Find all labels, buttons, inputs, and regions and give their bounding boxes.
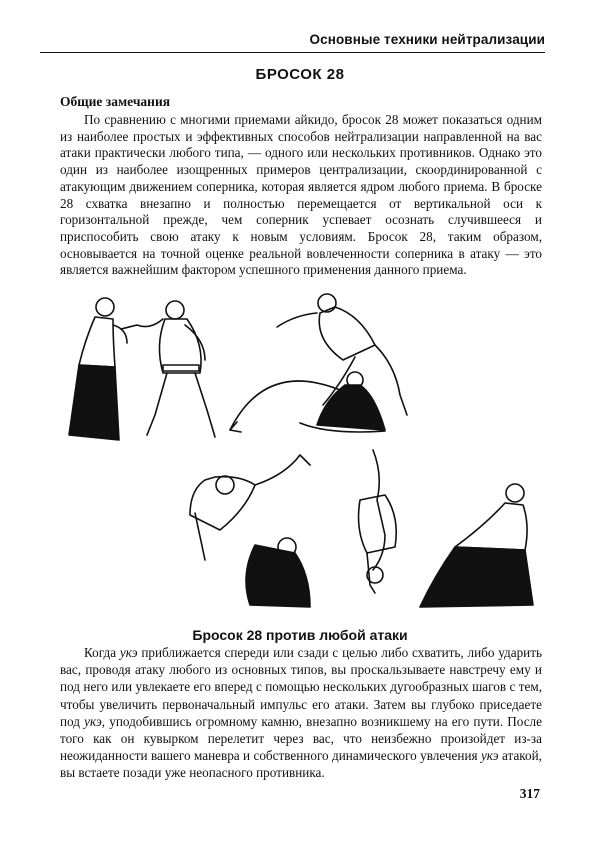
figure-attacker-rolling <box>190 455 310 560</box>
figure-defender-rising <box>420 484 533 607</box>
running-head: Основные техники нейтрализации <box>309 32 545 47</box>
technique-illustration <box>55 285 550 620</box>
term-uke: укэ <box>119 645 138 660</box>
figure-defender-standing <box>69 298 127 440</box>
term-uke: укэ <box>480 748 499 764</box>
term-uke: укэ <box>84 713 102 729</box>
figure-caption: Бросок 28 против любой атаки <box>192 627 408 643</box>
section-subtitle: Общие замечания <box>60 94 171 109</box>
page-number: 317 <box>519 786 540 801</box>
intro-paragraph: По сравнению с многими приемами айкидо, бросок 28 может показаться одним из наиболее простых и эффективных способов нейтрализации направленной на вас атаки практически любого типа, — одного или нескольких противников. Однако это один из наиболее изощренных примеров централизации, скоординированной с атакующим движением соперника, которая является ядром любого приема. В броске 28 схватка внезапно и полностью перемещается от вертикальной оси к горизонтальной прежде, чем соперник успевает осознать случившееся и приспособить свою атаку к новым условиям. Бросок 28, таким образом, основывается на точной оценке реальной вовлеченности соперника в атаку — это является важнейшим фактором успешного применения данного приема. <box>60 112 542 278</box>
page-title: БРОСОК 28 <box>255 66 345 83</box>
technique-paragraph: Когда укэ приближается спереди или сзади с целью либо схватить, либо ударить вас, проводя атаку любого из основных типов, вы проскальзываете навстречу ему и под него или увлекаете его вперед с помощью нескольких дугообразных шагов с тем, чтобы увеличить первоначальный импульс его атаки. Затем вы глубоко приседаете под укэ, уподобившись огромному камню, внезапно возникшему на его пути. После того как он кувырком перелетит через вас, что неизбежно произойдет из-за неожиданности вашего маневра и собственного динамического увлечения укэ атакой, вы встаете позади уже неопасного противника. <box>60 645 543 781</box>
figure-attacker-flipped <box>359 450 397 593</box>
header-rule <box>40 52 545 53</box>
figure-defender-low <box>246 538 310 607</box>
figure-defender-crouching <box>300 372 385 432</box>
figure-attacker-lunging <box>121 301 215 437</box>
